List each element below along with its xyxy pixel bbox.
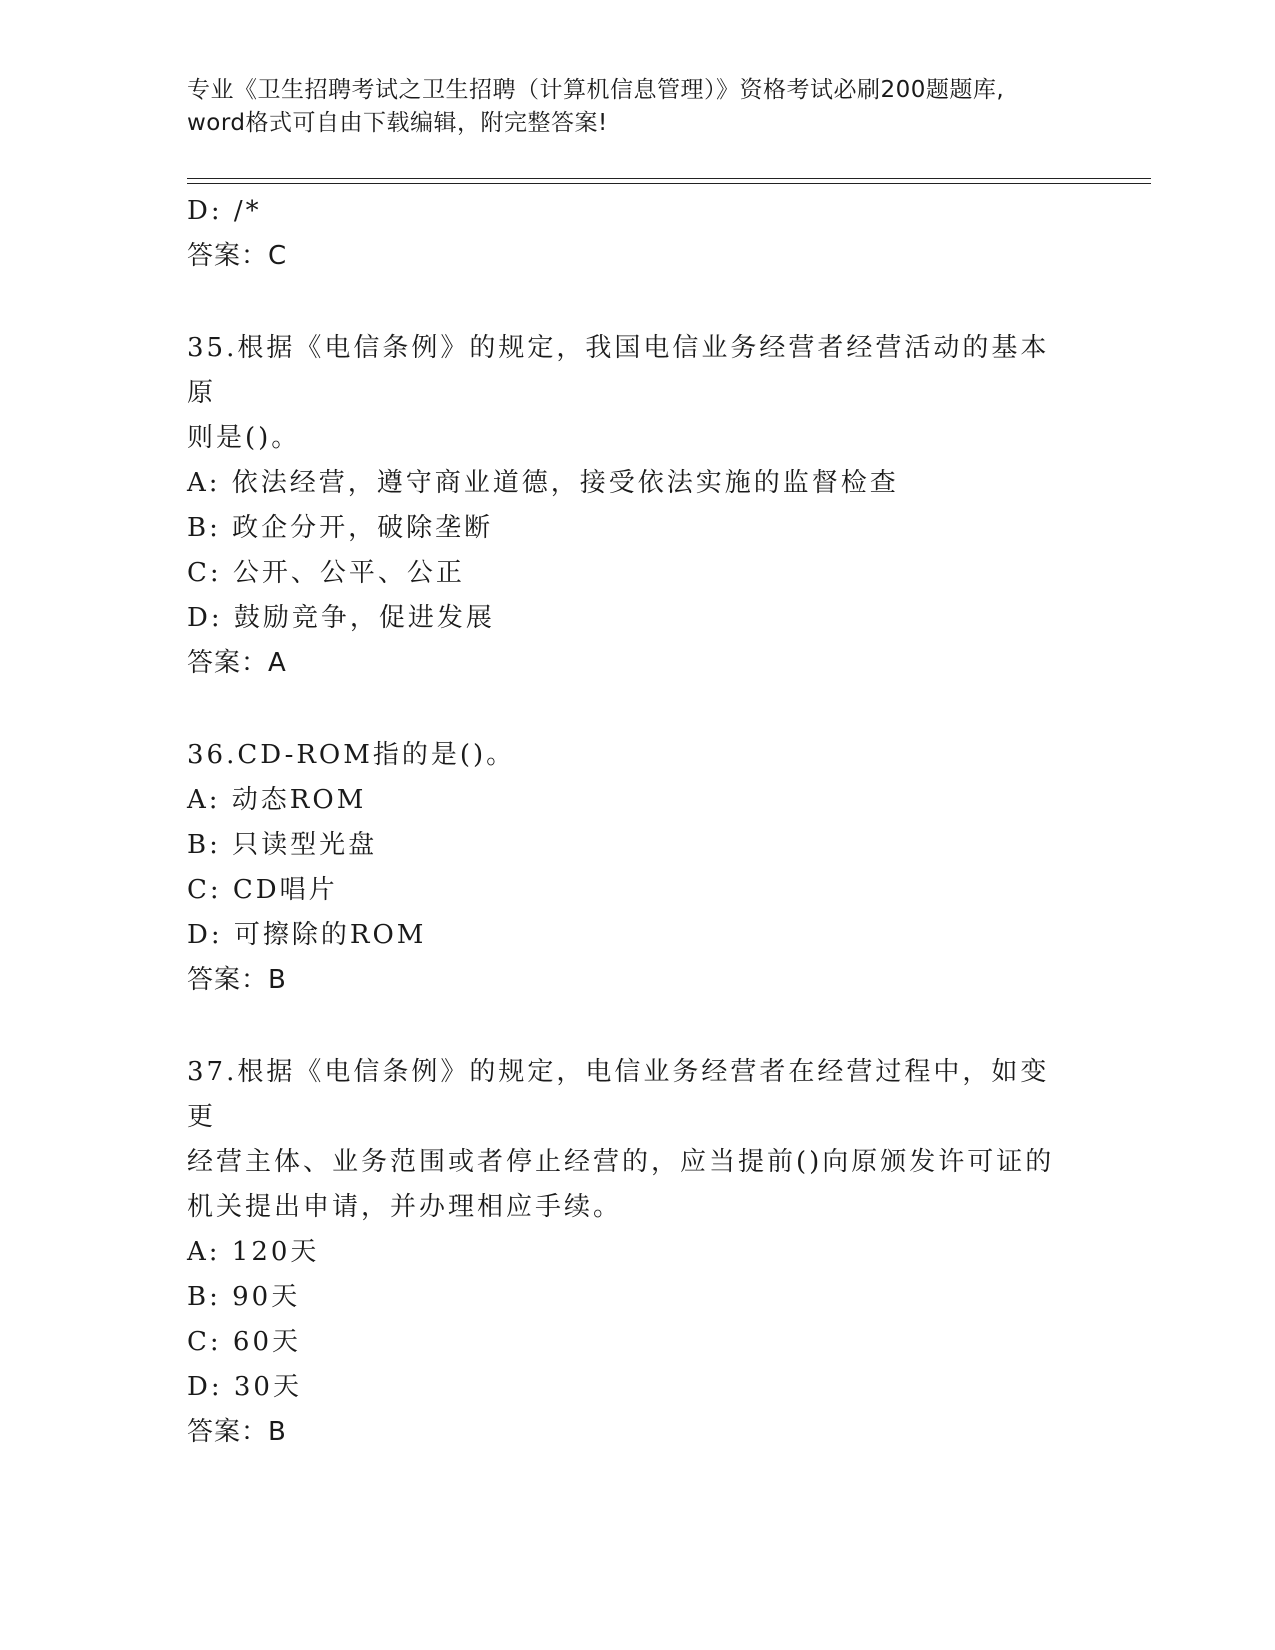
question-37: [187, 1050, 1087, 1455]
option-c: C: 公开、公平、公正: [187, 558, 465, 588]
header-title-line-1: 专业《卫生招聘考试之卫生招聘（计算机信息管理）》资格考试必刷200题题库,: [187, 77, 1005, 103]
option-a: A: 动态ROM: [187, 785, 367, 815]
option-d: D: 鼓励竞争，促进发展: [187, 603, 495, 633]
option-b: B: 90天: [187, 1282, 301, 1312]
answer-label: 答案：B: [187, 1417, 287, 1447]
option-c: C: 60天: [187, 1327, 302, 1357]
question-stem-line: 经营主体、业务范围或者停止经营的，应当提前()向原颁发许可证的: [187, 1147, 1055, 1177]
option-b: B: 政企分开，破除垄断: [187, 513, 494, 543]
answer-label: 答案：C: [187, 241, 288, 271]
option-b: B: 只读型光盘: [187, 830, 378, 860]
question-stem-line: 35.根据《电信条例》的规定，我国电信业务经营者经营活动的基本原: [187, 333, 1050, 408]
answer-label: 答案：B: [187, 965, 287, 995]
header-divider-top: [187, 178, 1151, 179]
question-stem-line: 则是()。: [187, 423, 301, 453]
spacer: [187, 279, 1087, 326]
option-d: D: /*: [187, 196, 262, 226]
question-35: [187, 326, 1087, 686]
question-36: [187, 733, 1087, 1003]
option-a: A: 依法经营，遵守商业道德，接受依法实施的监督检查: [187, 468, 899, 498]
option-c: C: CD唱片: [187, 875, 338, 905]
spacer: [187, 1003, 1087, 1050]
spacer: [187, 686, 1087, 733]
question-stem-line: 36.CD-ROM指的是()。: [187, 740, 516, 770]
answer-label: 答案：A: [187, 648, 287, 678]
question-stem-line: 37.根据《电信条例》的规定，电信业务经营者在经营过程中，如变更: [187, 1057, 1050, 1132]
option-a: A: 120天: [187, 1237, 320, 1267]
question-list: [187, 189, 1087, 1455]
page-header: [187, 74, 1087, 140]
previous-question-tail: [187, 189, 1087, 279]
option-d: D: 可擦除的ROM: [187, 920, 427, 950]
header-title-line-2: word格式可自由下载编辑，附完整答案!: [187, 110, 608, 136]
header-divider-bottom: [187, 183, 1151, 184]
question-stem-line: 机关提出申请，并办理相应手续。: [187, 1192, 623, 1222]
option-d: D: 30天: [187, 1372, 302, 1402]
